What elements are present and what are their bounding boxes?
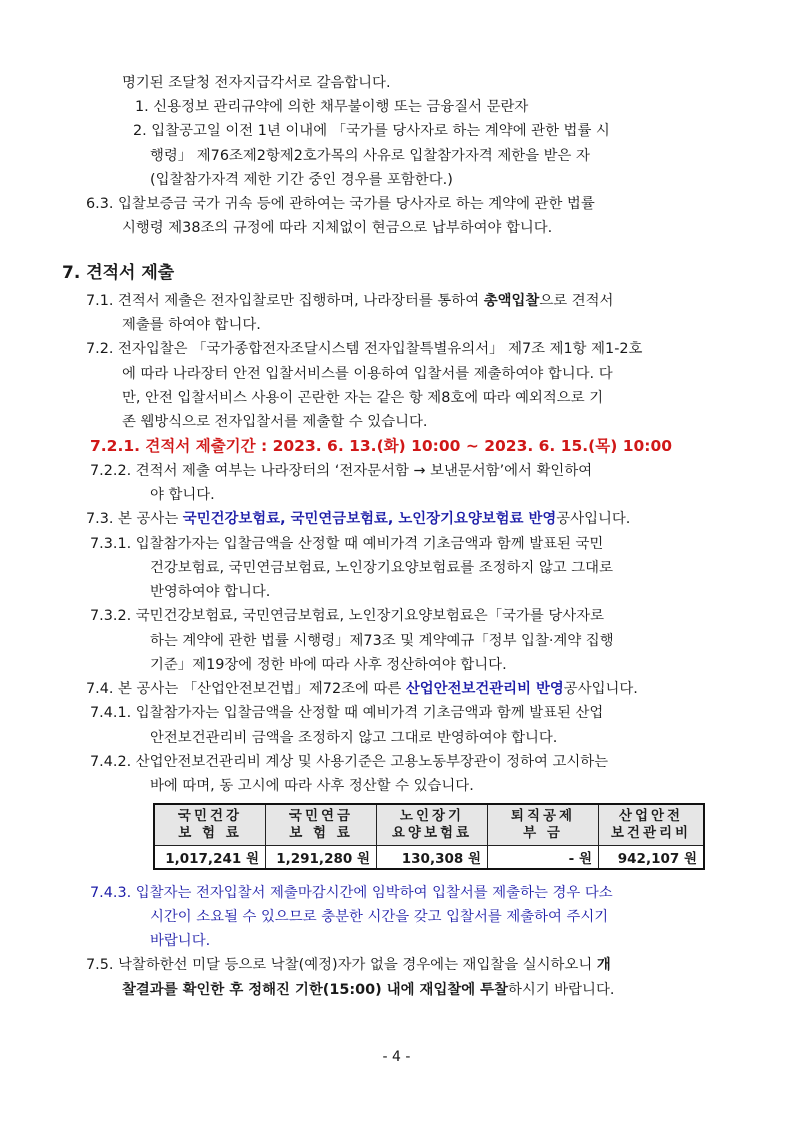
- text-line: 야 합니다.: [150, 487, 215, 503]
- text-line: 반영하여야 합니다.: [150, 584, 271, 600]
- table-cell: - 원: [488, 846, 599, 870]
- fee-table: [153, 803, 705, 870]
- table-header-cell: 국민건강 보 험 료: [154, 804, 266, 846]
- text-line: 존 웹방식으로 전자입찰서를 제출할 수 있습니다.: [122, 414, 428, 430]
- emphasis-text: 개: [596, 957, 611, 973]
- section-heading: 7. 견적서 제출: [62, 263, 175, 283]
- text-line: 만, 안전 입찰서비스 사용이 곤란한 자는 같은 항 제8호에 따라 예외적으로 기: [122, 390, 604, 406]
- table-row: [154, 846, 704, 870]
- text-line: 찰결과를 확인한 후 정해진 기한(15:00) 내에 재입찰에 투찰하시기 바랍니다.: [122, 982, 615, 998]
- table-header-cell: 퇴직공제 부 금: [488, 804, 599, 846]
- table-cell: 942,107 원: [599, 846, 705, 870]
- text-line: 7.2. 전자입찰은 「국가종합전자조달시스템 전자입찰특별유의서」 제7조 제1항 제1-2호: [86, 341, 643, 357]
- text-line: 바에 따며, 동 고시에 따라 사후 정산할 수 있습니다.: [150, 778, 474, 794]
- text-line: 7.2.2. 견적서 제출 여부는 나라장터의 ‘전자문서함 → 보낸문서함’에서 확인하여: [90, 463, 593, 479]
- text-line: 7.3. 본 공사는 국민건강보험료, 국민연금보험료, 노인장기요양보험료 반영공사입니다.: [86, 511, 631, 527]
- text-line: 7.4.3. 입찰자는 전자입찰서 제출마감시간에 임박하여 입찰서를 제출하는 경우 다소: [90, 885, 613, 901]
- text-line: 2. 입찰공고일 이전 1년 이내에 「국가를 당사자로 하는 계약에 관한 법률 시: [133, 123, 610, 139]
- text-line: 7.3.2. 국민건강보험료, 국민연금보험료, 노인장기요양보험료은「국가를 당사자로: [90, 608, 604, 624]
- text-line: (입찰참가자격 제한 기간 중인 경우를 포함한다.): [150, 172, 453, 188]
- text-line: 7.1. 견적서 제출은 전자입찰로만 집행하며, 나라장터를 통하여 총액입찰으로 견적서: [86, 293, 614, 309]
- emphasis-text: 산업안전보건관리비 반영: [405, 681, 564, 697]
- page-number: - 4 -: [382, 1049, 411, 1065]
- text-line: 에 따라 나라장터 안전 입찰서비스를 이용하여 입찰서를 제출하여야 합니다. 다: [122, 366, 613, 382]
- text-line: 행령」 제76조제2항제2호가목의 사유로 입찰참가자격 제한을 받은 자: [150, 148, 590, 164]
- text-line: 기준」제19장에 정한 바에 따라 사후 정산하여야 합니다.: [150, 657, 507, 673]
- emphasis-text: 국민건강보험료, 국민연금보험료, 노인장기요양보험료 반영: [182, 511, 557, 527]
- table-header-cell: 노인장기 요양보험료: [377, 804, 488, 846]
- table-cell: 1,291,280 원: [266, 846, 377, 870]
- table-header-cell: 국민연금 보 험 료: [266, 804, 377, 846]
- text-line: 7.4.2. 산업안전보건관리비 계상 및 사용기준은 고용노동부장관이 정하여 고시하는: [90, 754, 609, 770]
- text-line: 7.3.1. 입찰참가자는 입찰금액을 산정할 때 예비가격 기초금액과 함께 발표된 국민: [90, 536, 604, 552]
- text-line: 바랍니다.: [150, 933, 211, 949]
- text-line: 7.4.1. 입찰참가자는 입찰금액을 산정할 때 예비가격 기초금액과 함께 발표된 산업: [90, 705, 604, 721]
- text-line: 건강보험료, 국민연금보험료, 노인장기요양보험료를 조정하지 않고 그대로: [150, 560, 613, 576]
- table-cell: 130,308 원: [377, 846, 488, 870]
- text-line: 제출를 하여야 합니다.: [122, 317, 261, 333]
- emphasis-text: 찰결과를 확인한 후 정해진 기한(15:00) 내에 재입찰에 투찰: [122, 982, 508, 998]
- text-line: 7.4. 본 공사는 「산업안전보건법」제72조에 따른 산업안전보건관리비 반영공사입니다.: [86, 681, 638, 697]
- text-line: 하는 계약에 관한 법률 시행령」제73조 및 계약예규「정부 입찰·계약 집행: [150, 633, 614, 649]
- text-line: 시간이 소요될 수 있으므로 충분한 시간을 갖고 입찰서를 제출하여 주시기: [150, 909, 609, 925]
- text-line: 시행령 제38조의 규정에 따라 지체없이 현금으로 납부하여야 합니다.: [122, 220, 553, 236]
- text-line: 7.5. 낙찰하한선 미달 등으로 낙찰(예정)자가 없을 경우에는 재입찰을 실시하오니 개: [86, 957, 611, 973]
- emphasis-text: 총액입찰: [483, 293, 540, 309]
- text-line: 1. 신용정보 관리규약에 의한 채무불이행 또는 금융질서 문란자: [135, 99, 529, 115]
- text-line: 명기된 조달청 전자지급각서로 갈음합니다.: [122, 75, 391, 91]
- table-cell: 1,017,241 원: [154, 846, 266, 870]
- text-line: 6.3. 입찰보증금 국가 귀속 등에 관하여는 국가를 당사자로 하는 계약에 관한 법률: [86, 196, 595, 212]
- table-header-row: [154, 804, 704, 846]
- submission-period: 7.2.1. 견적서 제출기간 : 2023. 6. 13.(화) 10:00 ~ 2023. 6. 15.(목) 10:00: [90, 437, 673, 455]
- text-line: 안전보건관리비 금액을 조정하지 않고 그대로 반영하여야 합니다.: [150, 730, 558, 746]
- table-header-cell: 산업안전 보건관리비: [599, 804, 705, 846]
